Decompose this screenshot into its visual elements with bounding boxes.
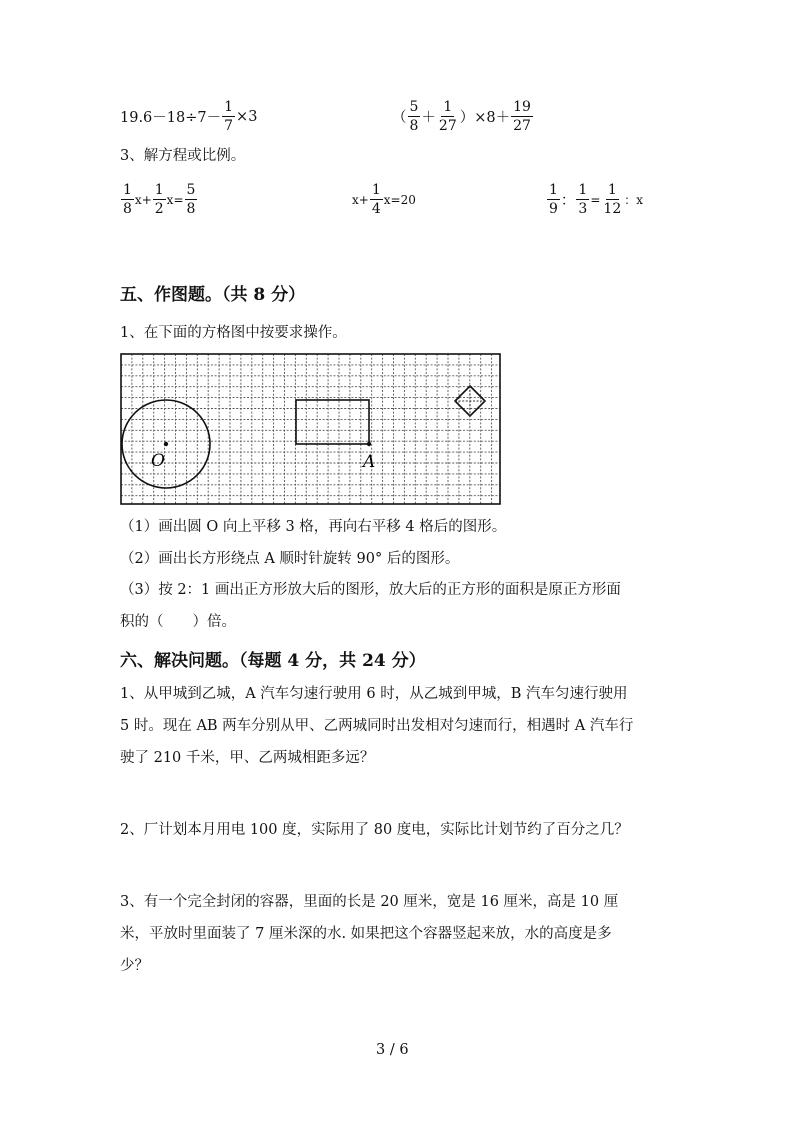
step-3-line-2: 积的（ ）倍。	[120, 614, 236, 630]
fraction: $\frac{5}{8}$	[186, 182, 196, 217]
grid-figure	[118, 350, 504, 508]
center-point-o	[164, 442, 168, 446]
fraction: $\frac{1}{12}$	[603, 182, 622, 217]
fraction: $\frac{1}{9}$	[549, 182, 558, 217]
eq-text: x+	[352, 192, 369, 207]
equation-1	[120, 183, 198, 216]
problem-2: 2、厂计划本月用电 100 度，实际用了 80 度电，实际比计划节约了百分之几？	[120, 822, 629, 838]
fraction: $\frac{1}{2}$	[154, 182, 164, 217]
fraction: $\frac{1}{7}$	[224, 99, 234, 134]
page-number: 3 / 6	[376, 1042, 409, 1058]
eq-text: =	[590, 192, 601, 207]
section-5-q1: 1、在下面的方格图中按要求操作。	[120, 325, 347, 341]
step-1: （1）画出圆 O 向上平移 3 格，再向右平移 4 格后的图形。	[120, 519, 507, 535]
label-a: A	[363, 452, 376, 472]
section-5-title: 五、作图题。（共 8 分）	[120, 285, 306, 305]
rectangle	[296, 400, 369, 444]
problem-1-line-3: 驶了 210 千米，甲、乙两城相距多远？	[120, 750, 375, 766]
fraction: $\frac{1}{27}$	[438, 99, 457, 134]
fraction: $\frac{19}{27}$	[513, 99, 531, 134]
ratio-colon-x: ：x	[624, 193, 644, 207]
grid-lines	[121, 354, 500, 504]
fraction: $\frac{5}{8}$	[409, 99, 419, 134]
expr-text: 19.6－18÷7－	[120, 110, 222, 126]
equation-2	[352, 183, 416, 216]
calc-expression-1	[120, 100, 257, 133]
label-o: O	[151, 451, 165, 471]
section-3-title: 3、解方程或比例。	[120, 148, 246, 164]
eq-text: x+	[134, 192, 152, 207]
paren-open: （	[392, 110, 407, 126]
section-6-title: 六、解决问题。（每题 4 分，共 24 分）	[120, 651, 426, 671]
point-a	[367, 442, 371, 446]
ratio-colon: ：	[560, 193, 576, 209]
fraction: $\frac{1}{3}$	[578, 182, 588, 217]
problem-3-line-3: 少？	[120, 958, 149, 974]
calc-expression-2	[392, 100, 534, 133]
problem-1-line-1: 1、从甲城到乙城，A 汽车匀速行驶用 6 时，从乙城到甲城，B 汽车匀速行驶用	[120, 686, 628, 702]
plus-sign: ＋	[421, 110, 436, 126]
problem-3-line-2: 米，平放时里面装了 7 厘米深的水. 如果把这个容器竖起来放，水的高度是多	[120, 926, 612, 942]
fraction: $\frac{1}{4}$	[371, 182, 381, 217]
step-3-line-1: （3）按 2：1 画出正方形放大后的图形，放大后的正方形的面积是原正方形面	[120, 582, 621, 598]
fraction: $\frac{1}{8}$	[123, 182, 132, 217]
eq-text: x=	[166, 192, 184, 207]
step-2: （2）画出长方形绕点 A 顺时针旋转 90° 后的图形。	[120, 551, 460, 567]
problem-1-line-2: 5 时。现在 AB 两车分别从甲、乙两城同时出发相对匀速而行，相遇时 A 汽车行	[120, 718, 634, 734]
grid-border	[121, 354, 500, 504]
expr-text: ）×8＋	[459, 110, 511, 126]
equation-3	[546, 183, 643, 216]
expr-text: ×3	[236, 108, 258, 125]
eq-text: x=20	[383, 192, 416, 207]
problem-3-line-1: 3、有一个完全封闭的容器，里面的长是 20 厘米，宽是 16 厘米，高是 10 厘	[120, 894, 619, 910]
